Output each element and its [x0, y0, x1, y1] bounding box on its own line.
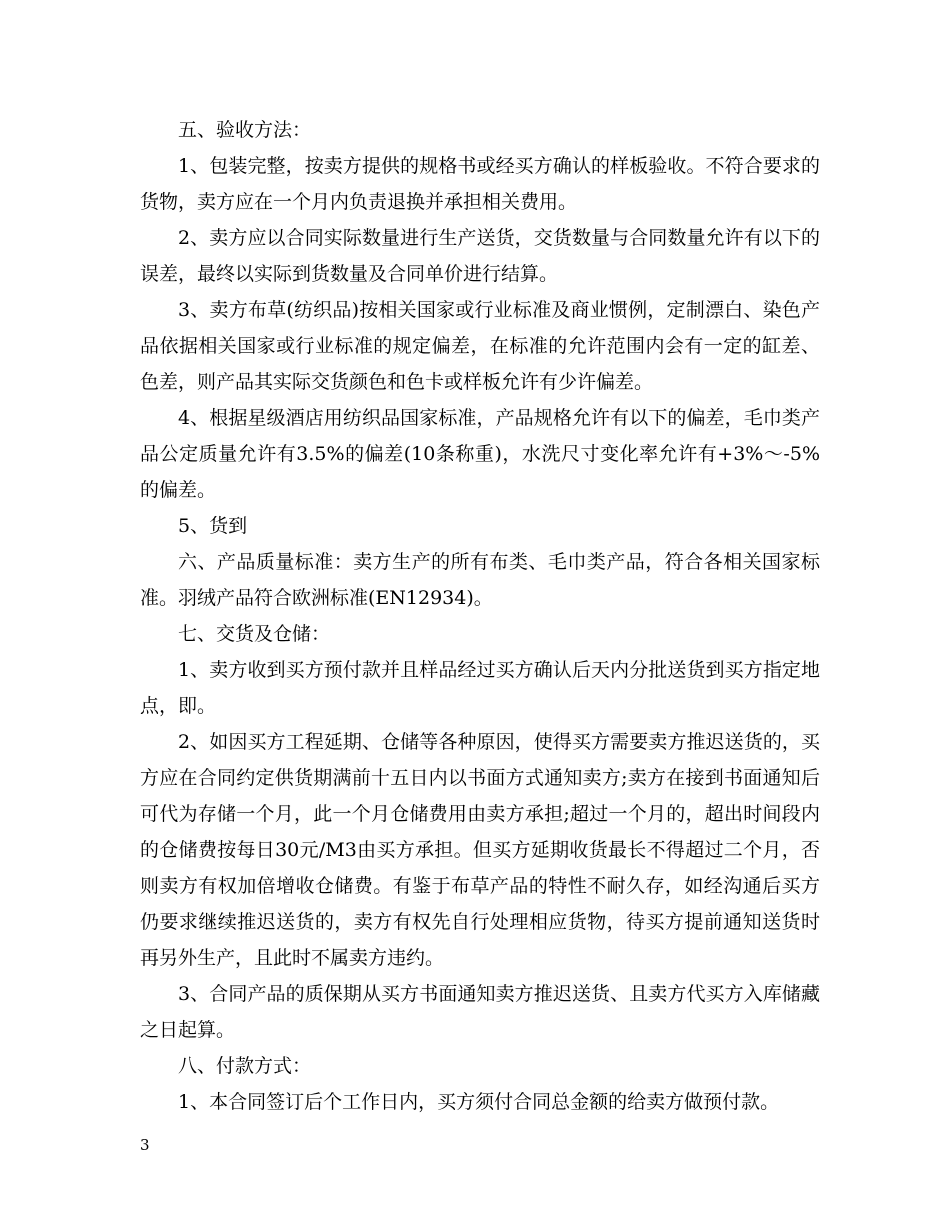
section-heading-delivery: 七、交货及仓储： [178, 623, 331, 645]
paragraph: 4、根据星级酒店用纺织品国家标准，产品规格允许有以下的偏差，毛巾类产品公定质量允许有3.5%的偏差(10条称重)，水洗尺寸变化率允许有+3%～-5%的偏差。 [140, 407, 820, 501]
paragraph: 1、包装完整，按卖方提供的规格书或经买方确认的样板验收。不符合要求的货物，卖方应在一个月内负责退换并承担相关费用。 [140, 155, 820, 213]
section-heading-acceptance: 五、验收方法： [178, 119, 312, 141]
paragraph: 1、卖方收到买方预付款并且样品经过买方确认后天内分批送货到买方指定地点，即。 [140, 659, 820, 717]
paragraph: 2、如因买方工程延期、仓储等各种原因，使得买方需要卖方推迟送货的，买方应在合同约定供货期满前十五日内以书面方式通知卖方;卖方在接到书面通知后可代为存储一个月，此一个月仓储费用由卖方承担;超过一个月的，超出时间段内的仓储费按每日30元/M3由买方承担。但买方延期收货最长不得超过二个月，否则卖方有权加倍增收仓储费。有鉴于布草产品的特性不耐久存，如经沟通后买方仍要求继续推迟送货的，卖方有权先自行处理相应货物，待买方提前通知送货时再另外生产，且此时不属卖方违约。 [140, 731, 820, 969]
document-body [140, 112, 820, 1120]
paragraph: 2、卖方应以合同实际数量进行生产送货，交货数量与合同数量允许有以下的误差，最终以实际到货数量及合同单价进行结算。 [140, 227, 820, 285]
page-number: 3 [140, 1136, 150, 1154]
paragraph: 3、合同产品的质保期从买方书面通知卖方推迟送货、且卖方代买方入库储藏之日起算。 [140, 983, 820, 1041]
section-heading-payment: 八、付款方式： [178, 1055, 312, 1077]
section-quality-standard: 六、产品质量标准：卖方生产的所有布类、毛巾类产品，符合各相关国家标准。羽绒产品符合欧洲标准(EN12934)。 [140, 551, 820, 609]
paragraph: 5、货到 [178, 515, 248, 537]
paragraph: 3、卖方布草(纺织品)按相关国家或行业标准及商业惯例，定制漂白、染色产品依据相关国家或行业标准的规定偏差，在标准的允许范围内会有一定的缸差、色差，则产品其实际交货颜色和色卡或样板允许有少许偏差。 [140, 299, 820, 393]
paragraph: 1、本合同签订后个工作日内，买方须付合同总金额的给卖方做预付款。 [178, 1091, 780, 1113]
